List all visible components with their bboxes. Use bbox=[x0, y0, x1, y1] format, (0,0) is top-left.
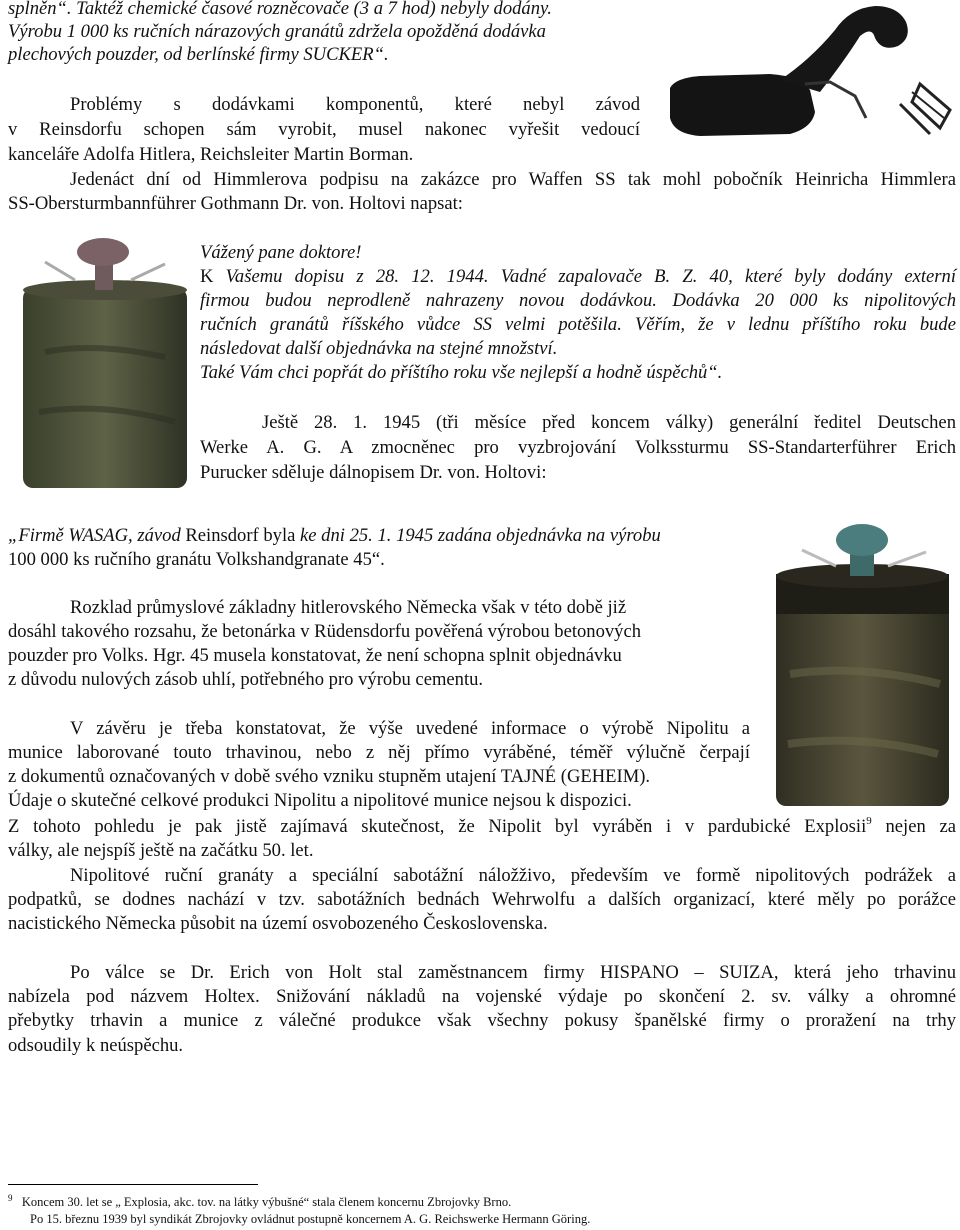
quote-part: Reinsdorf byla bbox=[185, 525, 301, 546]
text-line: Purucker sděluje dálnopisem Dr. von. Holtovi: bbox=[200, 462, 547, 483]
text-line: Jedenáct dní od Himmlerova podpisu na zakázce pro Waffen SS tak mohl pobočník Heinricha Himmlera bbox=[70, 169, 956, 190]
text-line: SS-Obersturmbannführer Gothmann Dr. von. Holtovi napsat: bbox=[8, 193, 463, 214]
footnote-divider bbox=[8, 1184, 258, 1185]
text-line: munice laborované touto trhavinou, nebo z něj přímo vyráběné, téměř výlučně čerpají bbox=[8, 742, 750, 763]
text-line: pouzder pro Volks. Hgr. 45 musela konstatovat, že není schopna splnit objednávku bbox=[8, 645, 622, 666]
text-line: plechových pouzder, od berlínské firmy SUCKER“. bbox=[8, 44, 389, 65]
text-line: odsoudily k neúspěchu. bbox=[8, 1035, 184, 1056]
text-line: nacistického Německa působit na území osvobozeného Československa. bbox=[8, 913, 548, 934]
text-line: firmou budou neprodleně nahrazeny novou dodávkou. Dodávka 20 000 ks nipolitových bbox=[200, 290, 956, 311]
text-line: Ještě 28. 1. 1945 (tři měsíce před koncem války) generální ředitel Deutschen bbox=[262, 412, 956, 433]
text-line: kanceláře Adolfa Hitlera, Reichsleiter Martin Borman. bbox=[8, 144, 414, 165]
text-line: splněn“. Taktéž chemické časové rozněcovače (3 a 7 hod) nebyly dodány. bbox=[8, 0, 552, 19]
text-line: podpatků, se dodnes nachází v tzv. sabotážních bednách Wehrwolfu a dalších organizací, které měly po porážce bbox=[8, 889, 956, 910]
text-line: V závěru je třeba konstatovat, že výše uvedené informace o výrobě Nipolitu a bbox=[70, 718, 750, 739]
footnote-ref: 9 bbox=[866, 815, 872, 827]
text-part: nejen za bbox=[871, 816, 956, 837]
text-line: Werke A. G. A zmocněnec pro vyzbrojování Volkssturmu SS-Standarterführer Erich bbox=[200, 437, 956, 458]
text-line: přebytky trhavin a munice z válečné produkce však všechny pokusy španělské firmy o proražení na trhy bbox=[8, 1010, 956, 1031]
grenade-photo-right bbox=[770, 514, 955, 810]
quote-part: ke dni 25. 1. 1945 zadána objednávka na výrobu bbox=[300, 525, 661, 546]
text-line: Také Vám chci popřát do příštího roku vše nejlepší a hodně úspěchů“. bbox=[200, 362, 723, 383]
grenade-sling-image bbox=[660, 0, 960, 150]
text-line bbox=[200, 265, 956, 289]
text-line: v Reinsdorfu schopen sám vyrobit, musel nakonec vyřešit vedoucí bbox=[8, 119, 640, 140]
text-line: z dokumentů označovaných v době svého vzniku stupněm utajení TAJNÉ (GEHEIM). bbox=[8, 766, 651, 787]
grenade-photo-left bbox=[15, 232, 195, 494]
text-line: Údaje o skutečné celkové produkci Nipolitu a nipolitové munice nejsou k dispozici. bbox=[8, 790, 632, 811]
text-line: následovat další objednávka na stejné množství. bbox=[200, 338, 558, 359]
letter-prefix: K bbox=[200, 266, 226, 287]
letter-line: Vašemu dopisu z 28. 12. 1944. Vadné zapalovače B. Z. 40, které byly dodány externí bbox=[225, 266, 957, 287]
text-line: dosáhl takového rozsahu, že betonárka v Rüdensdorfu pověřená výrobou betonových bbox=[8, 621, 642, 642]
text-line: Rozklad průmyslové základny hitlerovského Německa však v této době již bbox=[70, 597, 627, 618]
text-line: Výrobu 1 000 ks ručních nárazových granátů zdržela opožděná dodávka bbox=[8, 21, 546, 42]
text-line: Po válce se Dr. Erich von Holt stal zaměstnancem firmy HISPANO – SUIZA, která jeho trhavinu bbox=[70, 962, 956, 983]
text-line: ručních granátů říšského vůdce SS velmi potěšila. Věřím, že v lednu příštího roku bude bbox=[200, 314, 956, 335]
text-line bbox=[8, 524, 661, 548]
text-line: nabízela pod názvem Holtex. Snižování nákladů na vojenské výdaje po skončení 2. sv. války a ohromné bbox=[8, 986, 956, 1007]
text-line: 100 000 ks ručního granátu Volkshandgranate 45“. bbox=[8, 549, 385, 570]
footnote-text: Koncem 30. let se „ Explosia, akc. tov. na látky výbušné“ stala členem koncernu Zbrojovky Brno. bbox=[21, 1195, 512, 1209]
text-line: války, ale nejspíš ještě na začátku 50. let. bbox=[8, 840, 314, 861]
text-line: Nipolitové ruční granáty a speciální sabotážní náložživo, především ve formě nipolitových podrážek a bbox=[70, 865, 956, 886]
footnote-line: Po 15. březnu 1939 byl syndikát Zbrojovky ovládnut postupně koncernem A. G. Reichswerke Hermann Göring. bbox=[30, 1212, 591, 1226]
footnote-mark: 9 bbox=[8, 1193, 13, 1203]
text-line: Problémy s dodávkami komponentů, které nebyl závod bbox=[70, 94, 640, 115]
footnote-line bbox=[8, 1194, 511, 1210]
text-part: Z tohoto pohledu je pak jistě zajímavá skutečnost, že Nipolit byl vyráběn i v pardubické Explosii bbox=[8, 816, 867, 837]
quote-part: „Firmě WASAG, závod bbox=[8, 525, 186, 546]
text-line bbox=[8, 815, 956, 839]
text-line: z důvodu nulových zásob uhlí, potřebného pro výrobu cementu. bbox=[8, 669, 484, 690]
letter-salutation: Vážený pane doktore! bbox=[200, 242, 362, 263]
